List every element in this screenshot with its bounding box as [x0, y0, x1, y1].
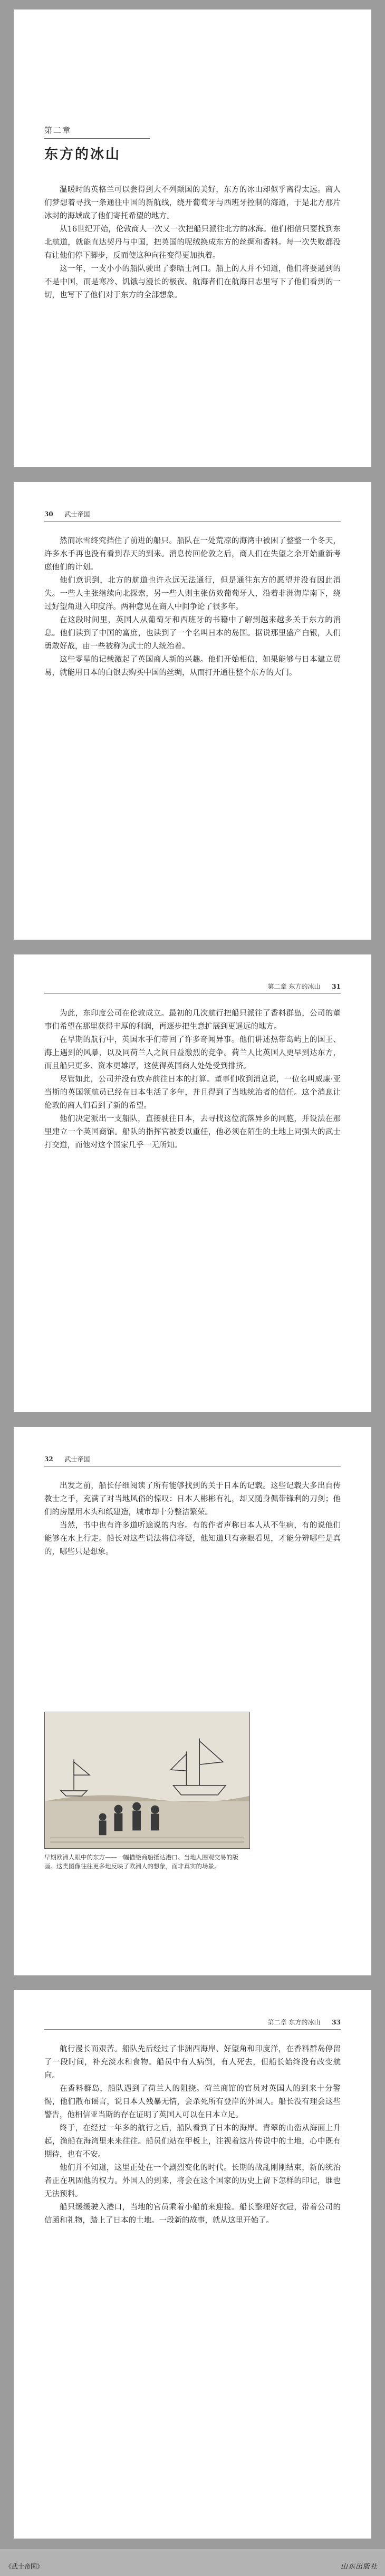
- paragraph: 当然，书中也有许多道听途说的内容。有的作者声称日本人从不生病，有的说他们能够在水上行走。船长对这些说法将信将疑，他知道只有亲眼看见，才能分辨哪些是真的，哪些只是想象。: [44, 1521, 341, 1556]
- page-body: [44, 184, 341, 302]
- page-number: 30: [44, 510, 53, 518]
- paragraph: 他们决定派出一支船队，直接驶往日本，去寻找这位流落异乡的同胞，并设法在那里建立一个英国商馆。船队的指挥官被委以重任，他必须在陌生的土地上同强大的武士打交道，而他对这个国家几乎一无所知。: [44, 1115, 341, 1150]
- book-page-4: [14, 1427, 371, 1975]
- paragraph: 尽管如此，公司并没有放弃前往日本的打算。董事们收到消息说，一位名叫威廉·亚当斯的英国领航员已经在日本生活了多年，并且得到了当地统治者的信任。这个消息让伦敦的商人们看到了新的希望。: [44, 1075, 341, 1110]
- paragraph: 这些零星的记载激起了英国商人新的兴趣。他们开始相信，如果能够与日本建立贸易，就能用日本的白银去购买中国的丝绸，从而打开通往整个东方的大门。: [44, 655, 341, 677]
- chapter-title: 东方的冰山: [44, 147, 121, 162]
- running-head: 第二章 东方的冰山: [267, 2019, 321, 2026]
- paragraph: 他们并不知道，这里正处在一个剧烈变化的时代。长期的战乱刚刚结束，新的统治者正在巩固他的权力。外国人的到来，将会在这个国家的历史上留下怎样的印记，谁也无法预料。: [44, 2164, 341, 2198]
- header-rule: [44, 1466, 341, 1467]
- paragraph: 他们意识到，北方的航道也许永远无法通行，但是通往东方的愿望并没有因此消失。一些人主张继续向北探索，另一些人则主张仿效葡萄牙人，沿着非洲海岸南下，绕过好望角进入印度洋。两种意见在商人中间争论了很多年。: [44, 576, 341, 611]
- page-body: [44, 535, 341, 680]
- paragraph: 从16世纪开始，伦敦商人一次又一次把船只派往北方的冰海。他们相信只要找到东北航道，就能直达契丹与中国，把英国的呢绒换成东方的丝绸和香料。每一次失败都没有让他们停下脚步，反而使这种向往变得更加执着。: [44, 225, 341, 260]
- footer-bar: [0, 2549, 385, 2576]
- paragraph: 这一年，一支小小的船队驶出了泰晤士河口。船上的人并不知道，他们将要遇到的不是中国，而是寒冷、饥饿与漫长的极夜。航海者们在航海日志里写下了他们看到的一切，也写下了他们对于东方的全部想象。: [44, 265, 341, 300]
- page-number: 32: [44, 1455, 53, 1463]
- book-page-3: [14, 954, 371, 1412]
- paragraph: 然而冰雪终究挡住了前进的船只。船队在一处荒凉的海湾中被困了整整一个冬天，许多水手再也没有看到春天的到来。消息传回伦敦之后，商人们在失望之余开始重新考虑他们的计划。: [44, 537, 341, 572]
- chapter-label: 第二章: [44, 126, 72, 135]
- paragraph: 在早期的航行中，英国水手们带回了许多奇闻异事。他们讲述热带岛屿上的国王、海上遇到的风暴，以及同荷兰人之间日益激烈的竞争。荷兰人比英国人更早到达东方，而且船只更多、资本更雄厚，这使得英国商人处处受到排挤。: [44, 1036, 341, 1070]
- page-number: 33: [332, 2019, 341, 2026]
- paragraph: 船只缓缓驶入港口，当地的官员乘着小船前来迎接。船长整理好衣冠，带着公司的信函和礼物，踏上了日本的土地。一段新的故事，就从这里开始了。: [44, 2203, 341, 2225]
- footer-publisher: 山东出版社: [340, 2563, 378, 2571]
- chapter-rule: [44, 138, 150, 139]
- engraving-image: [45, 1712, 249, 1848]
- header-rule: [44, 993, 341, 994]
- header-rule: [44, 521, 341, 522]
- paragraph: 航行漫长而艰苦。船队先后经过了非洲西海岸、好望角和印度洋，在香料群岛停留了一段时间，补充淡水和食物。船员中有人病倒，有人死去，但船长始终没有改变航向。: [44, 2045, 341, 2080]
- book-page-5: [14, 1990, 371, 2539]
- paragraph: 出发之前，船长仔细阅读了所有能够找到的关于日本的记载。这些记载大多出自传教士之手，充满了对当地风俗的惊叹：日本人彬彬有礼，却又随身佩带锋利的刀剑；他们的房屋用木头和纸建造，城市却十分整洁繁荣。: [44, 1482, 341, 1517]
- running-header: [268, 982, 341, 991]
- paragraph: 终于，在经过一年多的航行之后，船队看到了日本的海岸。青翠的山峦从海面上升起，渔船在海湾里来来往往。船员们站在甲板上，注视着这片传说中的土地，心中既有期待，也有不安。: [44, 2124, 341, 2159]
- book-page-2: [14, 482, 371, 940]
- engraving-illustration: [44, 1712, 250, 1849]
- running-head: 武士帝国: [64, 1455, 90, 1463]
- paragraph: 在这段时间里，英国人从葡萄牙和西班牙的书籍中了解到越来越多关于东方的消息。他们读到了中国的富庶，也读到了一个名叫日本的岛国。据说那里盛产白银，人们勇敢好战，由一些被称为武士的人统治着。: [44, 616, 341, 651]
- running-head: 第二章 东方的冰山: [267, 983, 321, 990]
- page-body: [44, 1007, 341, 1152]
- page-body: [44, 2043, 341, 2227]
- paragraph: 温暖时的英格兰可以尝得到大不列颠国的美好，东方的冰山却似乎离得太远。商人们梦想着寻找一条通往中国的新航线，绕开葡萄牙与西班牙控制的海道，于是北方那片冰封的海域成了他们寄托希望的地方。: [44, 186, 341, 220]
- running-header: [268, 2018, 341, 2027]
- running-head: 武士帝国: [64, 510, 90, 518]
- paragraph: 为此，东印度公司在伦敦成立。最初的几次航行把船只派往了香料群岛，公司的董事们希望在那里获得丰厚的利润，再逐步把生意扩展到更遥远的地方。: [44, 1009, 341, 1031]
- page-number: 31: [332, 983, 341, 990]
- book-page-1: [14, 9, 371, 467]
- footer-book-title: 《武士帝国》: [5, 2563, 44, 2570]
- running-header: [44, 1454, 90, 1463]
- page-body: [44, 1480, 341, 1559]
- header-rule: [44, 2029, 341, 2030]
- running-header: [44, 509, 90, 518]
- figure-caption: 早期欧洲人眼中的东方——一幅描绘商船抵达港口、当地人围观交易的版画。这类图像往往更多地反映了欧洲人的想象，而非真实的场景。: [44, 1854, 238, 1870]
- paragraph: 在香料群岛，船队遇到了荷兰人的阻挠。荷兰商馆的官员对英国人的到来十分警惕，他们散布谣言，说日本人残暴无情，会杀死所有登岸的外国人。船长没有理会这些警告，他相信亚当斯的存在证明了英国人可以在日本立足。: [44, 2085, 341, 2119]
